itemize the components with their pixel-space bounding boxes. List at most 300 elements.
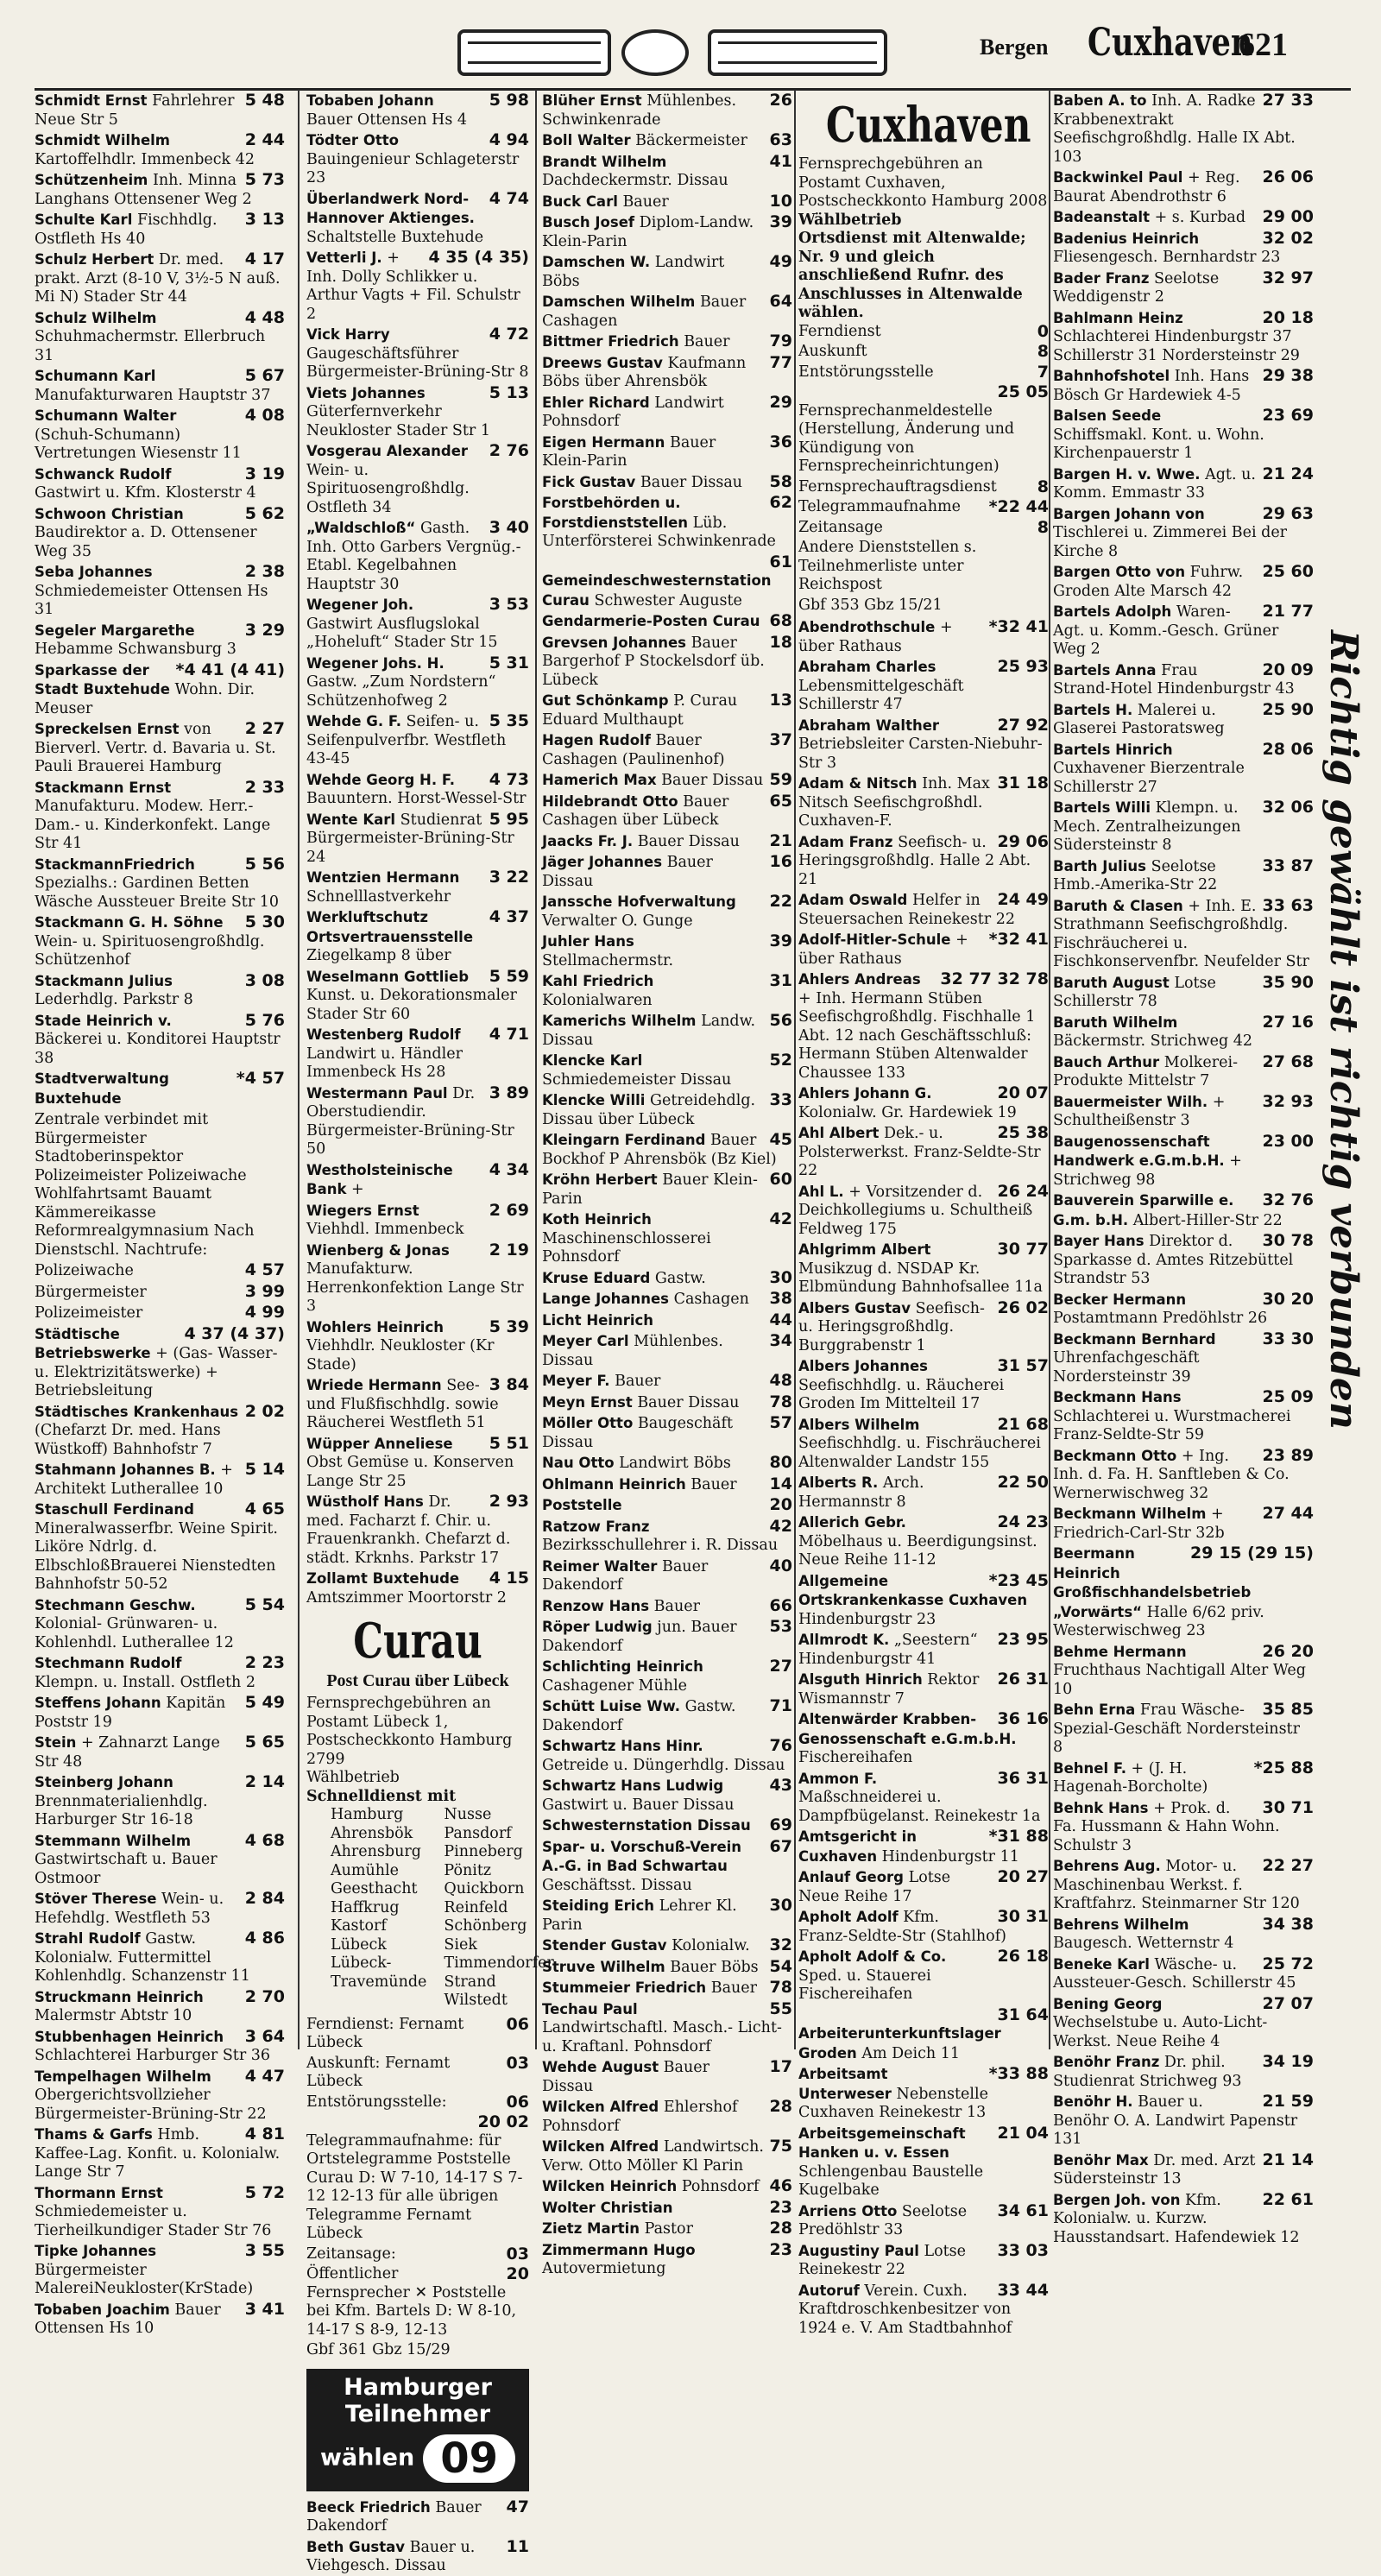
service-number: 06 [506,2014,529,2034]
entry-name: Röper Ludwig [542,1619,653,1635]
entry-text: Gastwirt Ausflugslokal „Hoheluft“ Stader Str 15 [306,615,498,651]
curau-wahlbetrieb: Wählbetrieb [306,1769,400,1786]
entry-name: Bayer Hans [1053,1233,1145,1249]
directory-entry [798,1241,1049,1297]
entry-number: 2 70 [244,1986,285,2006]
directory-entry [306,596,529,653]
entry-name: Arbeitsamt Unterweser [798,2066,892,2102]
entry-name: Barth Julius [1053,857,1146,874]
entry-text: Kapitän Poststr 19 [35,1695,226,1731]
entry-text: Cuxhavener Bierzentrale Schillerstr 27 [1053,760,1245,796]
directory-entry [1053,701,1314,739]
entry-text: Bauingenieur Schlageterstr 23 [306,150,520,186]
entry-number: 29 [769,392,792,412]
entry-number: 20 07 [997,1083,1049,1102]
entry-text: + Schultheißenstr 3 [1053,1093,1226,1129]
entry-number: 34 61 [997,2200,1049,2220]
directory-entry [542,1290,792,1310]
entry-name: Apholt Adolf & Co. [798,1948,947,1965]
entry-text: Wein- u. Spirituosengroßhdlg. Schützenhof [35,932,265,969]
directory-entry [798,970,1049,1083]
directory-entry [1053,563,1314,601]
entry-name: Spreckelsen Ernst [35,721,180,737]
entry-name: Techau Paul [542,2000,638,2017]
entry-number: 4 81 [244,2125,285,2144]
directory-entry [35,1890,285,1928]
entry-text: Seefischhdlg. u. Fischräucherei Altenwalder Landstr 155 [798,1435,1041,1471]
entry-number: 11 [506,2536,529,2556]
entry-number: 29 15 (29 15) [1190,1544,1314,1563]
entry-number: 16 [769,852,792,871]
entry-number: 54 [769,1956,792,1976]
entry-name: Blüher Ernst [542,92,642,109]
directory-entry [798,1357,1049,1414]
directory-entry [35,250,285,307]
place-name: Pinneberg [444,1843,523,1860]
entry-number: 26 18 [997,1947,1049,1966]
entry-name: Bittmer Friedrich [542,333,679,350]
entry-text: Bürgermeister MalereiNeukloster(KrStade) [35,2261,254,2297]
entry-number: 27 68 [1262,1051,1314,1071]
entry-name: Bahlmann Heinz [1053,309,1183,326]
directory-entry [1053,2053,1314,2091]
service-row [798,383,1049,477]
entry-name: Zimmermann Hugo [542,2241,696,2258]
entry-name: Thams & Garfs [35,2126,153,2143]
directory-entry [35,1832,285,1889]
entry-name: Meyn Ernst [542,1393,633,1411]
entry-number: 27 92 [997,715,1049,735]
directory-entry [542,972,792,1010]
directory-entry [306,92,529,129]
entry-name: Bartels H. [1053,701,1133,718]
directory-entry [1053,1191,1314,1230]
entry-name: Weselmann Gottlieb [306,968,470,985]
entry-number: 5 76 [244,1010,285,1030]
entry-text: Autovermietung [542,2260,666,2277]
entry-name: Schulz Herbert [35,251,154,268]
place-name [331,1992,426,2011]
entry-text: Diplom-Landw. Klein-Parin [542,214,754,250]
entry-number: 78 [769,1978,792,1997]
entry-number: 27 [769,1657,792,1676]
entry-number: 29 38 [1262,366,1314,385]
entry-text: Getreide u. Düngerhdlg. Dissau [542,1756,785,1774]
directory-entry [798,2125,1049,2200]
entry-number: 4 15 [489,1569,529,1588]
directory-entry [306,908,529,966]
directory-entry [542,1657,792,1695]
directory-entry [798,2065,1049,2123]
directory-entry [542,1091,792,1129]
page-number: 621 [1239,27,1288,63]
directory-entry [306,1026,529,1083]
entry-text: Bauer Böbs [670,1958,759,1976]
directory-entry [798,618,1049,656]
service-number: 03 [506,2053,529,2073]
service-row [306,2055,529,2092]
directory-entry [542,2177,792,2197]
entry-text: Malermstr Abtstr 10 [35,2007,192,2024]
entry-text: Pastor [644,2220,693,2238]
entry-text: Hmb. Kaffee-Lag. Konfit. u. Kolonialw. Lange Str 7 [35,2126,281,2181]
entry-text: Bauer [622,193,669,211]
column-2 [306,91,554,2574]
entry-number: 21 68 [997,1414,1049,1434]
entry-name: Stackmann Julius [35,972,173,989]
place-name: Nusse [444,1806,492,1823]
entry-text: See- und Flußfischhdlg. sowie Räucherei Westfleth 51 [306,1377,499,1431]
directory-entry [35,622,285,660]
entry-text: + Inh. E. Strathmann Seefischgroßhdlg. Fischräucherei u. Fischkonservenfbr. Neufelder Str [1053,897,1309,970]
entry-text: Inh. A. Radke Krabbenextrakt Seefischgroßhdlg. Halle IX Abt. 103 [1053,92,1296,166]
entry-name: Beth Gustav [306,2538,406,2555]
directory-entry [542,792,792,830]
entry-number: 27 33 [1262,91,1314,110]
directory-entry [35,1403,285,1460]
entry-number: 23 [769,2197,792,2217]
entry-number: 18 [769,632,792,652]
entry-name: Stubbenhagen Heinrich [35,2028,224,2045]
directory-entry [35,720,285,777]
directory-entry [542,473,792,493]
entry-name: Hamerich Max [542,772,657,788]
directory-entry [306,2498,529,2536]
entry-name: Allmrodt K. [798,1632,890,1648]
directory-entry [1053,2093,1314,2150]
directory-entry [542,1210,792,1267]
directory-entry [35,505,285,562]
entry-number: 35 90 [1262,972,1314,992]
directory-entry [35,171,285,209]
entry-number: 30 20 [1262,1289,1314,1309]
directory-entry [306,811,529,868]
entry-text: Gastw. Kolonialw. Futtermittel Kohlenhdlg. Schanzenstr 11 [35,1930,250,1985]
directory-entry [1053,897,1314,972]
entry-text: Bäckerei u. Konditorei Hauptstr 38 [35,1031,281,1067]
directory-entry [1053,1291,1314,1329]
entry-text: Ziegelkamp 8 über [306,947,451,964]
entry-text: Landwirt Böbs [619,1455,731,1472]
directory-entry [35,1500,285,1594]
entry-text: Lotse Schillerstr 78 [1053,974,1216,1010]
entry-name: Abraham Charles [798,659,936,675]
entry-name: Jäger Johannes [542,854,663,870]
entry-number: 5 56 [244,854,285,874]
directory-entry [35,1733,285,1771]
entry-text: Lüb. Unterförsterei Schwinkenrade [542,514,776,550]
directory-entry [798,1948,1049,2005]
entry-number: 47 [506,2497,529,2516]
entry-text: von Bierverl. Vertr. d. Bavaria u. St. Pauli Brauerei Hamburg [35,721,276,775]
entry-name: Busch Josef [542,214,635,230]
entry-text: Direktor d. Sparkasse d. Amtes Ritzebüttel Strandstr 53 [1053,1233,1294,1287]
directory-entry [1053,1093,1314,1131]
entry-name: Staschull Ferdinand [35,1501,194,1518]
directory-entry [542,1332,792,1370]
ad-line-2: Teilnehmer [344,2400,491,2428]
directory-entry [1053,230,1314,268]
entry-text: Landwirtschaftl. Masch.- Licht- u. Kraftanl. Pohnsdorf [542,2019,782,2055]
entry-text: + Reg. Baurat Abendrothstr 6 [1053,169,1240,205]
entry-text: Schlachterei u. Wurstmacherei Franz-Seldte-Str 59 [1053,1407,1291,1443]
entry-number: 29 63 [1262,503,1314,523]
directory-entry [35,2242,285,2299]
entry-number: 4 47 [244,2066,285,2086]
directory-entry [542,354,792,392]
directory-entry [542,1979,792,1998]
directory-entry [798,1416,1049,1473]
cuxhaven-wahlbetrieb: Wählbetrieb [798,211,902,229]
entry-number: 5 59 [489,966,529,986]
entry-text: Dr. med. Arzt Südersteinstr 13 [1053,2151,1256,2188]
entry-name: Bening Georg [1053,1995,1163,2012]
service-number: 03 [506,2244,529,2263]
entry-text: Motor- u. Maschinenbau Werkst. f. Kraftfahrz. Steinmarner Str 120 [1053,1858,1300,1912]
entry-text: Arch. Hermannstr 8 [798,1474,924,1511]
entry-number: 2 27 [244,719,285,738]
entry-number: 20 09 [1262,660,1314,679]
entry-number: 25 90 [1262,699,1314,719]
entry-text: Bauer Dissau [661,772,764,789]
directory-entry [1053,367,1314,405]
entry-name: Vick Harry [306,326,390,343]
entry-name: Stechmann Geschw. [35,1596,196,1613]
entry-number: 4 86 [244,1929,285,1948]
directory-entry [798,1868,1049,1906]
entry-number: 5 49 [244,1693,285,1712]
entry-name: Tödter Otto [306,132,399,148]
entry-name: Adolf-Hitler-Schule [798,931,951,948]
entry-number: 55 [769,1998,792,2018]
directory-entry [798,1513,1049,1570]
entry-number: 2 23 [244,1653,285,1672]
entry-text: Bauer Ottensen Hs 10 [35,2301,221,2337]
entry-number: 5 95 [489,809,529,829]
entry-name: Schwanck Rudolf [35,465,172,483]
entry-name: Wilcken Heinrich [542,2178,678,2194]
directory-entry [798,1670,1049,1708]
entry-number: 25 60 [1262,562,1314,581]
directory-entry [306,1318,529,1375]
directory-entry [1053,1447,1314,1504]
directory-entry [1053,1857,1314,1914]
entry-number: 3 29 [244,620,285,640]
entry-name: Zietz Martin [542,2220,640,2237]
entry-text: Fuhrw. Groden Alte Marsch 42 [1053,564,1244,600]
entry-text: Bäckermeister [635,132,747,149]
entry-name: Albers Gustav [798,1299,911,1316]
entry-name: Wienberg & Jonas [306,1241,450,1259]
directory-entry [306,868,529,906]
column-divider [535,90,537,2049]
entry-text: Bauer Bargerhof P Stockelsdorf üb. Lübeck [542,634,765,689]
entry-name: Baruth August [1053,974,1170,991]
entry-number: 5 14 [244,1460,285,1479]
entry-name: Vosgerau Alexander [306,443,469,459]
directory-entry [35,2125,285,2182]
directory-entry [306,325,529,382]
entry-name: Juhler Hans [542,933,634,950]
entry-name: Segeler Margarethe [35,622,195,639]
entry-text: Hindenburgstr 11 [881,1847,1019,1866]
entry-name: Bartels Hinrich [1053,741,1173,758]
entry-text: Agt. u. Komm. Emmastr 33 [1053,465,1256,502]
entry-name: Bahnhofshotel [1053,368,1170,384]
entry-name: Arbeiterunterkunftslager Groden [798,2025,1001,2061]
entry-text: Schnelllastverkehr [306,887,451,906]
ad-line-3 [310,2434,526,2483]
service-row [306,2016,529,2053]
entry-name: Seba Johannes [35,564,153,580]
entry-number: 2 14 [244,1772,285,1791]
entry-name: Alberts R. [798,1474,879,1491]
entry-name: Tipke Johannes [35,2243,157,2259]
entry-text: Kolonialw. [672,1937,750,1954]
entry-text: + [351,1181,364,1198]
entry-number: *25 88 [1253,1758,1314,1777]
page-header [449,17,1355,86]
directory-entry [1053,1505,1314,1543]
entry-name: Bauch Arthur [1053,1053,1160,1070]
directory-entry [1053,269,1314,307]
entry-name: Wüpper Anneliese [306,1435,453,1452]
entry-name: Stade Heinrich v. [35,1012,172,1029]
entry-name: Ammon F. [798,1770,878,1787]
entry-text: Viehhdl. Immenbeck [306,1221,464,1238]
directory-entry [35,211,285,249]
entry-text: Schmiedemeister u. Tierheilkundiger Stader Str 76 [35,2203,272,2239]
entry-number: 33 87 [1262,856,1314,875]
directory-entry [798,2242,1049,2280]
entry-text: Bürgermeister [35,1283,147,1301]
entry-number: 22 61 [1262,2189,1314,2209]
directory-entry [1053,407,1314,464]
entry-text: Cashagen [673,1291,749,1308]
service-label: Fernsprechanmeldestelle (Herstellung, Änderung und Kündigung von Fernsprecheinrichtungen) [798,401,1015,475]
entry-number: 20 [769,1495,792,1514]
entry-number: 34 [769,1331,792,1350]
entry-text: Seelotse Weddigenstr 2 [1053,269,1220,306]
entry-number: 32 97 [1262,268,1314,287]
entry-text: Polizeiwache [35,1262,134,1279]
directory-entry [306,1493,529,1568]
entry-name: Forstbehörden u. Forstdienststellen [542,495,689,531]
entry-text: + Strichweg 98 [1053,1152,1242,1189]
entry-text: Obst Gemüse u. Konserven Lange Str 25 [306,1454,514,1490]
entry-text: Seefisch- u. Heringsgroßhdlg. Halle 2 Abt. 21 [798,833,1031,888]
directory-entry [1053,661,1314,699]
entry-name: Gut Schönkamp [542,692,669,709]
service-label: Auskunft: Fernamt Lübeck [306,2054,451,2090]
service-number: 8 [1037,517,1049,537]
header-rule [35,88,1351,91]
entry-name: Stemmann Wilhelm [35,1832,192,1849]
entry-name: Stein [35,1734,77,1751]
entry-text: Cashagener Mühle [542,1676,688,1695]
curau-intro: Fernsprechgebühren an Postamt Lübeck 1, Postscheckkonto Hamburg 2799 [306,1695,513,1768]
entry-text: Wäsche- u. Aussteuer-Gesch. Schillerstr 45 [1053,1955,1296,1992]
entry-number: *32 41 [988,617,1049,636]
entry-number: 5 13 [489,382,529,402]
entry-name: Fick Gustav [542,473,636,490]
directory-entry [542,553,792,611]
entry-number: 25 93 [997,657,1049,676]
directory-entry [542,1454,792,1474]
curau-places-table [306,1806,554,2011]
directory-entry [306,1435,529,1492]
entry-number: 30 78 [1262,1231,1314,1250]
entry-text: + (Gas- Wasser- u. Elektrizitätswerke) + Betriebsleitung [35,1345,278,1399]
entry-name: Behrens Wilhelm [1053,1916,1189,1933]
ad-line-3-text: wählen [320,2444,415,2471]
entry-name: Überlandwerk Nord-Hannover Aktienges. [306,190,475,226]
entry-text: Ehlershof Pohnsdorf [542,2099,738,2135]
entry-number: 2 69 [489,1200,529,1220]
directory-entry [542,2137,792,2175]
entry-name: Steffens Johann [35,1695,161,1711]
entry-name: Struckmann Heinrich [35,1988,204,2005]
entry-number: 30 77 [997,1240,1049,1259]
entry-name: Beckmann Wilhelm [1053,1506,1207,1522]
entry-name: Behnk Hans [1053,1799,1149,1816]
directory-entry [306,442,529,517]
entry-name: Behn Erna [1053,1702,1136,1718]
entry-text: Kolonialw. Gr. Hardewiek 19 [798,1103,1017,1121]
entry-number: 32 02 [1262,228,1314,248]
column-divider [1049,90,1050,2049]
entry-number: 13 [769,691,792,710]
entry-number: 27 16 [1262,1012,1314,1032]
directory-entry [35,2301,285,2339]
directory-entry [542,1597,792,1617]
entry-number: 79 [769,331,792,350]
entry-text: Bauer Ottensen Hs 4 [306,110,467,129]
entry-name: Stechmann Rudolf [35,1655,182,1671]
header-city: Cuxhaven [1088,21,1253,65]
entry-number: 25 38 [997,1123,1049,1142]
entry-text: Seifen- u. Seifenpulverfbr. Westfleth 43-45 [306,713,507,767]
entry-name: Meyer F. [542,1373,610,1389]
cuxhaven-ortsdienst: Ortsdienst mit Altenwalde; Nr. 9 und gleich anschließend Rufnr. des Anschlusses in Altenwalde wählen. [798,230,1026,321]
directory-entry [798,891,1049,929]
entry-text: Schiffsmakl. Kont. u. Wohn. Kirchenpauerstr 1 [1053,426,1264,462]
entry-name: Allgemeine Ortskrankenkasse Cuxhaven [798,1572,1028,1608]
entry-name: Albers Johannes [798,1358,928,1374]
directory-entry [542,612,792,632]
entry-name: Ahl L. [798,1183,844,1200]
entry-number: 61 [769,552,792,571]
directory-entry [306,190,529,248]
entry-text: (Schuh-Schumann) Vertretungen Wiesenstr 11 [35,426,242,462]
entry-number: 60 [769,1170,792,1189]
cuxhaven-services [798,323,1049,616]
entry-text: Amtszimmer Moortorstr 2 [306,1588,507,1607]
entry-number: 2 38 [244,562,285,581]
entry-text: Bauer Cashagen [542,294,747,330]
entry-name: Koth Heinrich [542,1211,652,1228]
directory-entry [1053,1995,1314,2052]
entry-name: Schumann Karl [35,368,156,384]
entry-text: Bauer Dissau [640,473,743,491]
directory-entry [35,131,285,169]
entry-number: 34 38 [1262,1914,1314,1934]
entry-name: Thormann Ernst [35,2184,163,2201]
directory-entry [35,1304,285,1323]
entry-text: Kolonial- Grünwaren- u. Kohlenhdl. Lutherallee 12 [35,1615,234,1651]
service-number: 7 [1037,362,1049,382]
directory-entry [542,731,792,769]
